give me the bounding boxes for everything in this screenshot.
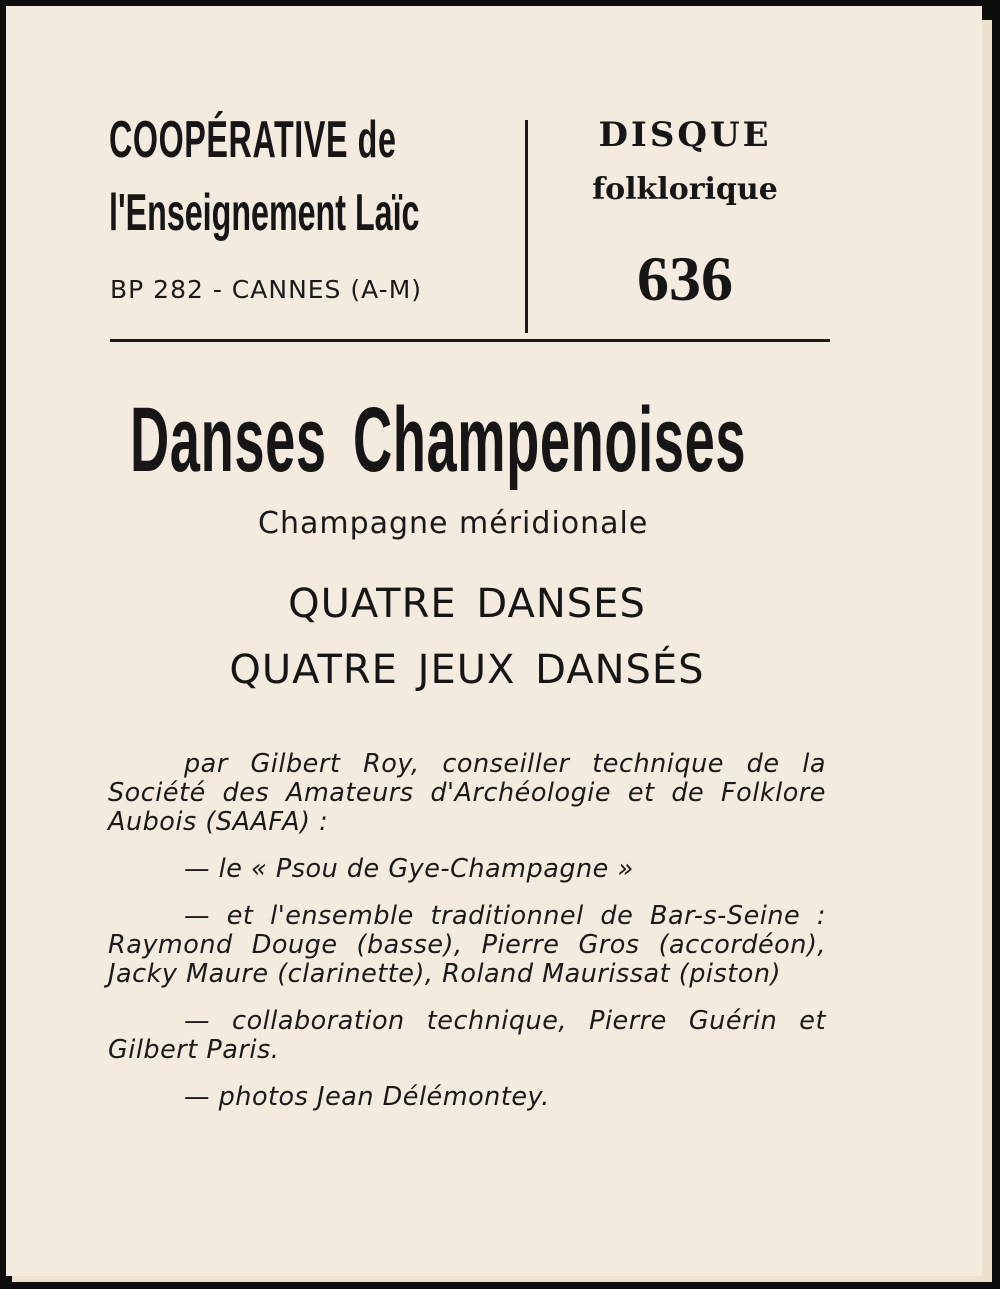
page-title: Danses Champenoises [130, 389, 747, 491]
credits-technical: — collaboration technique, Pierre Guérin et Gilbert Paris. [108, 1006, 826, 1065]
publisher-address: BP 282 - CANNES (A-M) [110, 275, 423, 304]
disc-number: 636 [637, 243, 733, 314]
publisher-name-line2: l'Enseignement Laïc [109, 184, 420, 242]
credits-block [108, 750, 826, 1130]
credits-ensemble: — et l'ensemble traditionnel de Bar-s-Seine : Raymond Douge (basse), Pierre Gros (accordéon), Jacky Maure (clarinette), Roland Maurissat (piston) [108, 901, 826, 989]
series-label: DISQUE [598, 115, 772, 155]
credits-photos: — photos Jean Délémontey. [184, 1082, 550, 1112]
publisher-name-line1: COOPÉRATIVE de [109, 111, 397, 169]
credits-author: par Gilbert Roy, conseiller technique de la Société des Amateurs d'Archéologie et de Folklore Aubois (SAAFA) : [108, 749, 826, 837]
header-vertical-divider [525, 120, 528, 333]
heading-dance-games: QUATRE JEUX DANSÉS [229, 647, 705, 693]
page-subtitle: Champagne méridionale [258, 506, 649, 541]
header-horizontal-divider [110, 339, 830, 342]
heading-dances: QUATRE DANSES [288, 581, 646, 627]
credits-group: — le « Psou de Gye-Champagne » [184, 854, 634, 884]
series-type: folklorique [592, 172, 778, 207]
